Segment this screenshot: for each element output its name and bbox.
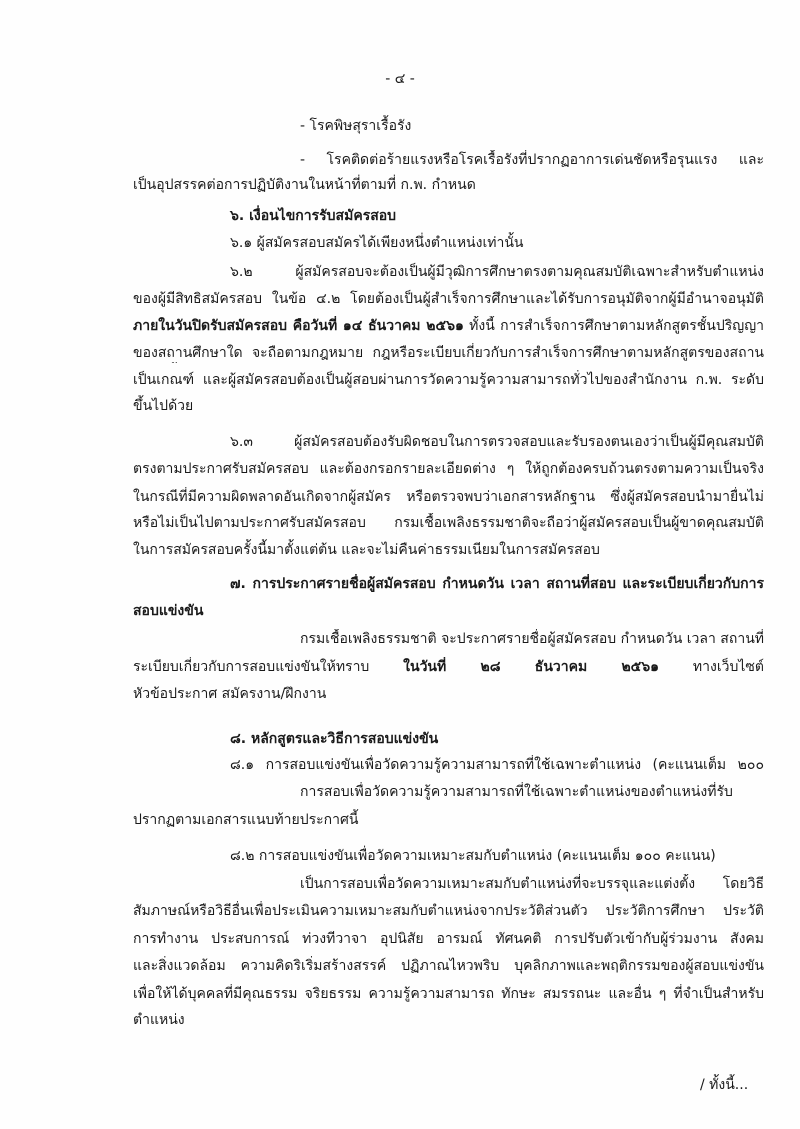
text-line bbox=[133, 487, 764, 507]
text-segment: ๖.๓ ผู้สมัครสอบต้องรับผิดชอบในการตรวจสอบและรับรองตนเองว่าเป็นผู้มีคุณสมบัติ bbox=[230, 434, 764, 450]
text-segment: ๘.๒ การสอบแข่งขันเพื่อวัดความเหมาะสมกับตำแหน่ง (คะแนนเต็ม ๑๐๐ คะแนน) bbox=[230, 848, 716, 864]
text-segment: ๖.๒ ผู้สมัครสอบจะต้องเป็นผู้มีวุฒิการศึกษาตรงตามคุณสมบัติเฉพาะสำหรับตำแหน่ง bbox=[230, 264, 764, 280]
text-segment: ของผู้มีสิทธิสมัครสอบ ในข้อ ๔.๒ โดยต้องเป็นผู้สำเร็จการศึกษาและได้รับการอนุมัติจากผู้มีอำนาจอนุมัติ bbox=[133, 291, 764, 307]
text-line bbox=[133, 901, 764, 921]
text-segment: ในการสมัครสอบครั้งนี้มาตั้งแต่ต้น และจะไม่คืนค่าธรรมเนียมในการสมัครสอบ bbox=[133, 542, 600, 558]
text-segment: เพื่อให้ได้บุคคลที่มีคุณธรรม จริยธรรม ความรู้ความสามารถ ทักษะ สมรรถนะ และอื่น ๆ ที่จำเป็นสำหรับ bbox=[133, 986, 764, 1002]
text-line bbox=[230, 755, 764, 775]
continuation-note: / ทั้งนี้... bbox=[700, 1077, 749, 1093]
text-line bbox=[230, 233, 523, 253]
text-segment: การทำงาน ประสบการณ์ ท่วงทีวาจา อุปนิสัย อารมณ์ ทัศนคติ การปรับตัวเข้ากับผู้ร่วมงาน สังคม bbox=[133, 931, 764, 947]
text-line bbox=[133, 316, 764, 336]
text-segment: ทั้งนี้ การสำเร็จการศึกษาตามหลักสูตรชั้นปริญญา bbox=[469, 318, 764, 334]
text-segment: ตำแหน่ง bbox=[133, 1012, 185, 1028]
text-line bbox=[133, 657, 764, 677]
text-segment: - โรคพิษสุราเรื้อรัง bbox=[300, 118, 412, 134]
text-line bbox=[230, 574, 764, 594]
text-segment: ขึ้นไปด้วย bbox=[133, 398, 194, 414]
text-segment: ของสถานศึกษาใด จะถือตามกฎหมาย กฎหรือระเบียบเกี่ยวกับการสำเร็จการศึกษาตามหลักสูตรของสถาน bbox=[133, 345, 764, 361]
text-segment: และสิ่งแวดล้อม ความคิดริเริ่มสร้างสรรค์ ปฏิภาณไหวพริบ บุคลิกภาพและพฤติกรรมของผู้สอบแข่งขัน bbox=[133, 958, 764, 974]
text-segment: ๘.๑ การสอบแข่งขันเพื่อวัดความรู้ความสามารถที่ใช้เฉพาะตำแหน่ง (คะแนนเต็ม ๒๐๐ bbox=[230, 757, 764, 773]
page-number: - ๔ - bbox=[385, 71, 415, 87]
text-segment: การสอบเพื่อวัดความรู้ความสามารถที่ใช้เฉพาะตำแหน่งของตำแหน่งที่รับ bbox=[300, 784, 733, 800]
text-line bbox=[230, 206, 396, 226]
text-line bbox=[133, 289, 764, 309]
text-segment: ปรากฏตามเอกสารแนบท้ายประกาศนี้ bbox=[133, 812, 359, 828]
text-line bbox=[300, 116, 411, 136]
text-segment: สัมภาษณ์หรือวิธีอื่นเพื่อประเมินความเหมาะสมกับตำแหน่งจากประวัติส่วนตัว ประวัติการศึกษา ประวัติ bbox=[133, 903, 764, 919]
text-line bbox=[230, 846, 716, 866]
text-line bbox=[133, 1010, 185, 1030]
text-segment: - โรคติดต่อร้ายแรงหรือโรคเรื้อรังที่ปรากฏอาการเด่นชัดหรือรุนแรง และ bbox=[300, 152, 764, 168]
text-line bbox=[133, 540, 600, 560]
bold-text: ๖. เงื่อนไขการรับสมัครสอบ bbox=[230, 208, 397, 224]
text-line bbox=[300, 874, 764, 894]
text-segment: ระเบียบเกี่ยวกับการสอบแข่งขันให้ทราบ bbox=[133, 659, 404, 675]
text-line bbox=[133, 956, 764, 976]
text-line bbox=[133, 601, 203, 621]
bold-text: สอบแข่งขัน bbox=[133, 603, 204, 619]
bold-text: ๗. การประกาศรายชื่อผู้สมัครสอบ กำหนดวัน เวลา สถานที่สอบ และระเบียบเกี่ยวกับการ bbox=[230, 576, 764, 592]
text-line bbox=[133, 459, 764, 479]
text-line bbox=[230, 262, 764, 282]
text-segment: เป็นเกณฑ์ และผู้สมัครสอบต้องเป็นผู้สอบผ่านการวัดความรู้ความสามารถทั่วไปของสำนักงาน ก.พ. ระดับ bbox=[133, 372, 764, 388]
text-line bbox=[300, 782, 764, 802]
text-segment: เป็นอุปสรรคต่อการปฏิบัติงานในหน้าที่ตามที่ ก.พ. กำหนด bbox=[133, 177, 476, 193]
bold-text: ภายในวันปิดรับสมัครสอบ คือวันที่ ๑๔ ธันวาคม ๒๕๖๑ bbox=[133, 318, 464, 334]
text-segment: หัวข้อประกาศ สมัครงาน/ฝึกงาน bbox=[133, 686, 327, 702]
text-line bbox=[133, 929, 764, 949]
text-segment: ทางเว็บไซต์ bbox=[692, 659, 764, 675]
text-line bbox=[133, 684, 326, 704]
text-line bbox=[133, 343, 764, 363]
text-segment: กรมเชื้อเพลิงธรรมชาติ จะประกาศรายชื่อผู้สมัครสอบ กำหนดวัน เวลา สถานที่ bbox=[300, 631, 764, 647]
text-line bbox=[133, 513, 764, 533]
text-segment: เป็นการสอบเพื่อวัดความเหมาะสมกับตำแหน่งที่จะบรรจุและแต่งตั้ง โดยวิธี bbox=[300, 876, 764, 892]
text-segment: ๖.๑ ผู้สมัครสอบสมัครได้เพียงหนึ่งตำแหน่งเท่านั้น bbox=[230, 235, 524, 251]
text-segment: หรือไม่เป็นไปตามประกาศรับสมัครสอบ กรมเชื้อเพลิงธรรมชาติจะถือว่าผู้สมัครสอบเป็นผู้ขาดคุณสมบัติ bbox=[133, 515, 764, 531]
bold-text: ๘. หลักสูตรและวิธีการสอบแข่งขัน bbox=[230, 731, 439, 747]
bold-text: ในวันที่ ๒๘ ธันวาคม ๒๕๖๑ bbox=[403, 659, 660, 675]
text-line bbox=[133, 810, 358, 830]
text-line bbox=[230, 432, 764, 452]
text-line bbox=[230, 729, 438, 749]
text-line bbox=[133, 984, 764, 1004]
text-segment: ในกรณีที่มีความผิดพลาดอันเกิดจากผู้สมัคร หรือตรวจพบว่าเอกสารหลักฐาน ซึ่งผู้สมัครสอบนำมายื่นไม่ bbox=[133, 489, 764, 505]
text-line bbox=[133, 370, 764, 390]
text-line bbox=[133, 396, 193, 416]
text-segment: ตรงตามประกาศรับสมัครสอบ และต้องกรอกรายละเอียดต่าง ๆ ให้ถูกต้องครบถ้วนตรงตามความเป็นจริง bbox=[133, 461, 764, 477]
text-line bbox=[300, 150, 764, 170]
text-line bbox=[300, 629, 764, 649]
text-line bbox=[133, 175, 476, 195]
